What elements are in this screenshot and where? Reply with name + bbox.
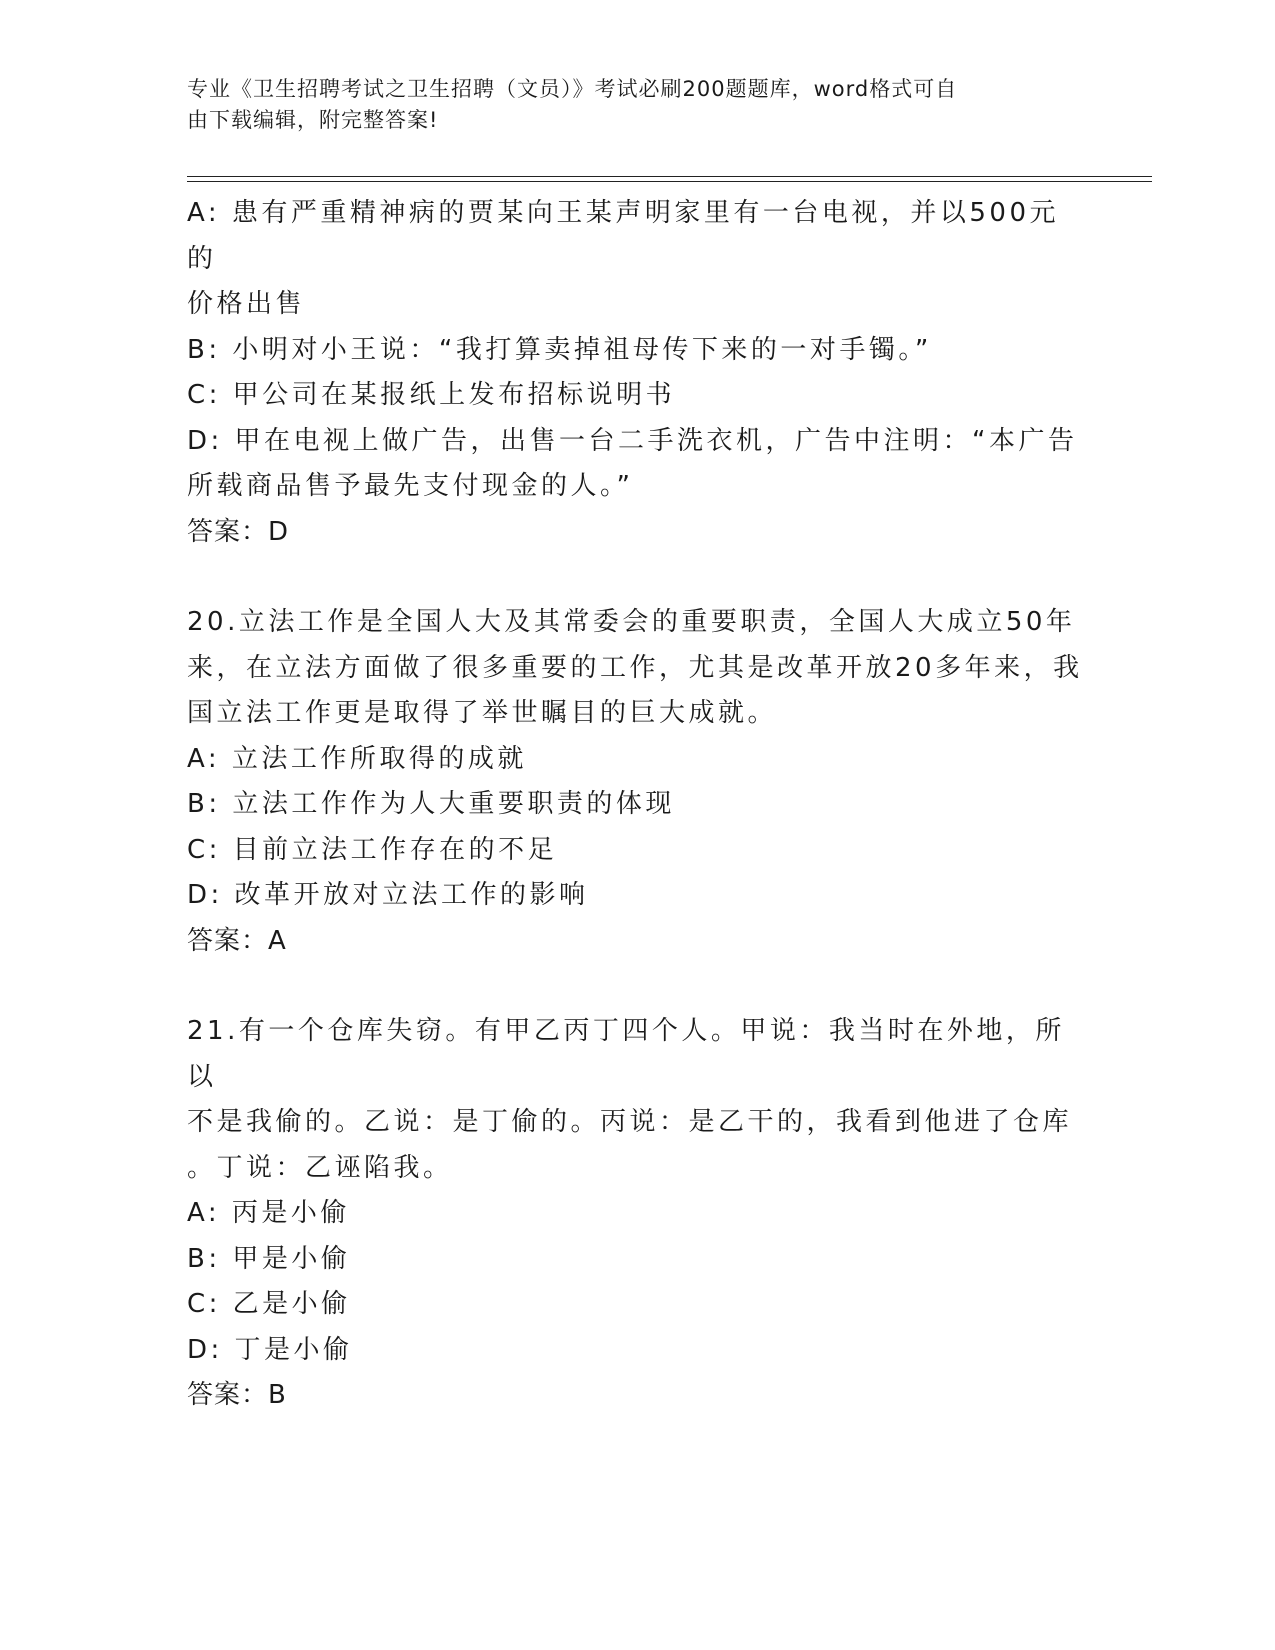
document-header (187, 74, 1067, 136)
q19-option-d-line-2: 所载商品售予最先支付现金的人。” (187, 471, 634, 501)
question-spacer (187, 964, 1087, 1009)
question-20 (187, 600, 1087, 964)
q20-option-c: C: 目前立法工作存在的不足 (187, 834, 558, 865)
q21-stem-line-2: 不是我偷的。乙说：是丁偷的。丙说：是乙干的，我看到他进了仓库 (187, 1107, 1073, 1137)
q19-option-a-line-2: 价格出售 (187, 289, 306, 319)
q21-option-d: D: 丁是小偷 (187, 1334, 353, 1365)
q20-stem-line-1: 20.立法工作是全国人大及其常委会的重要职责，全国人大成立50年 (187, 607, 1076, 637)
q19-option-c: C: 甲公司在某报纸上发布招标说明书 (187, 380, 676, 410)
header-title-line-2: 由下载编辑，附完整答案! (187, 108, 439, 132)
q21-option-c: C: 乙是小偷 (187, 1289, 351, 1319)
q20-option-d: D: 改革开放对立法工作的影响 (187, 880, 589, 910)
question-spacer (187, 555, 1087, 600)
q19-answer: 答案：D (187, 516, 290, 547)
question-21 (187, 1009, 1087, 1419)
q20-stem-line-2: 来，在立法方面做了很多重要的工作，尤其是改革开放20多年来，我 (187, 652, 1083, 683)
q20-option-b: B: 立法工作作为人大重要职责的体现 (187, 789, 675, 819)
q20-option-a: A: 立法工作所取得的成就 (187, 743, 527, 774)
q21-stem-line-3: 。丁说：乙诬陷我。 (187, 1152, 453, 1183)
question-19-tail (187, 191, 1087, 555)
q20-answer: 答案：A (187, 925, 287, 956)
q19-option-b: B: 小明对小王说：“我打算卖掉祖母传下来的一对手镯。” (187, 334, 932, 365)
header-divider-top (187, 176, 1152, 177)
q21-option-a: A: 丙是小偷 (187, 1198, 350, 1228)
q21-option-b: B: 甲是小偷 (187, 1243, 351, 1274)
header-title-line-1: 专业《卫生招聘考试之卫生招聘（文员）》考试必刷200题题库，word格式可自 (187, 77, 958, 101)
q21-answer: 答案：B (187, 1380, 287, 1410)
q19-option-d-line-1: D: 甲在电视上做广告，出售一台二手洗衣机，广告中注明：“本广告 (187, 425, 1078, 456)
q19-option-a-line-1: A: 患有严重精神病的贾某向王某声明家里有一台电视，并以500元的 (187, 198, 1059, 274)
q20-stem-line-3: 国立法工作更是取得了举世瞩目的巨大成就。 (187, 698, 778, 728)
q21-stem-line-1: 21.有一个仓库失窃。有甲乙丙丁四个人。甲说：我当时在外地，所以 (187, 1016, 1065, 1092)
document-body (187, 191, 1087, 1419)
header-divider-bottom (187, 181, 1152, 182)
